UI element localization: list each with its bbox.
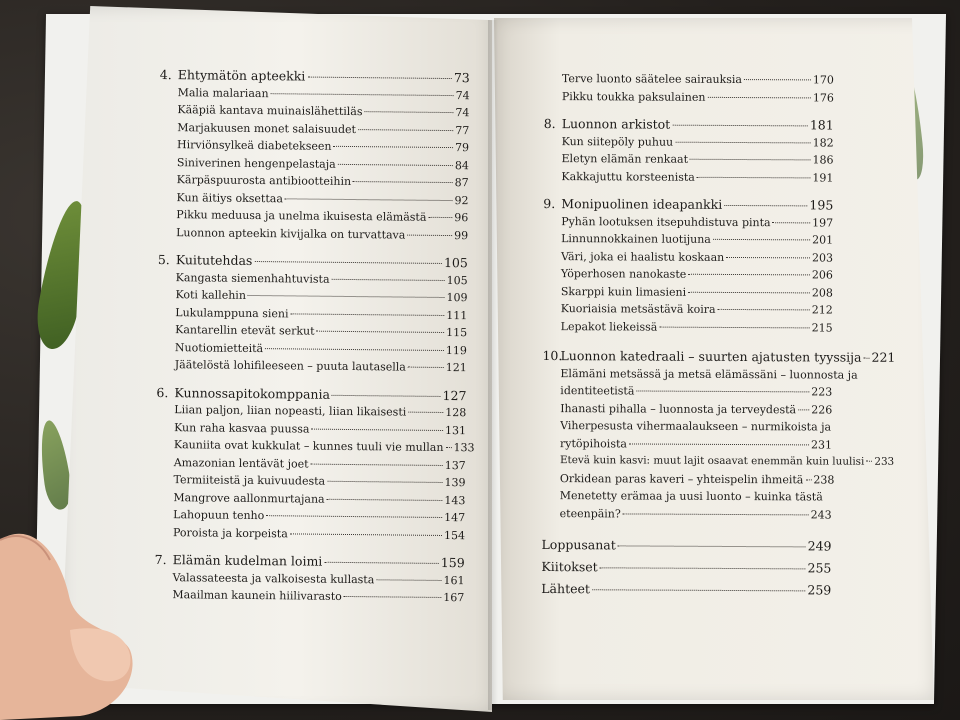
toc-entry: Ihanasti pihalla – luonnosta ja terveydestä 226 (560, 401, 833, 417)
toc-entry: Kakkajuttu korsteenista 191 (561, 169, 834, 185)
toc-entry: Luonnon apteekin kivijalka on turvattava 99 (176, 225, 469, 242)
toc-entry: Maailman kaunein hiilivarasto 167 (172, 588, 465, 605)
toc-entry: Pikku meduusa ja unelma ikuisesta elämästä 96 (176, 208, 469, 225)
toc-entry: Marjakuusen monet salaisuudet 77 (177, 120, 470, 137)
toc-entry: Kun siitepöly puhuu 182 (561, 134, 834, 150)
toc-entry: Terve luonto säätelee sairauksia 170 (561, 72, 834, 87)
chapter-heading: 5. Kuitutehdas 105 (157, 251, 468, 271)
toc-entry: Eletyn elämän renkaat 186 (561, 152, 834, 167)
toc-entry: Poroista ja korpeista 154 (172, 525, 466, 542)
toc-entry: Liian paljon, liian nopeasti, liian likaisesti 128 (174, 403, 467, 420)
toc-entry: Nuotiomietteitä 119 (174, 340, 468, 357)
toc-entry: Siniverinen hengenpelastaja 84 (176, 155, 469, 172)
hand-thumb (0, 480, 140, 720)
back-matter-entry: Lähteet 259 (541, 580, 832, 598)
toc-entry: Viherpesusta vihermaalaukseen – nurmikoista ja (560, 419, 832, 434)
chapter-heading: 9. Monipuolinen ideapankki 195 (543, 195, 834, 213)
book-gutter (488, 20, 498, 710)
toc-entry: rytöpihoista 231 (560, 436, 833, 452)
toc-entry: Väri, joka ei haalistu koskaan 203 (560, 249, 834, 265)
toc-entry: Linnunnokkainen luotijuna 201 (561, 232, 834, 247)
toc-entry: Orkidean paras kaveri – yhteispelin ihmeitä 238 (559, 471, 835, 487)
toc-entry: Elämäni metsässä ja metsä elämässäni – luonnosta ja (560, 366, 858, 382)
toc-entry: identiteetistä 223 (560, 384, 833, 399)
toc-entry: Koti kallehin 109 (175, 288, 468, 305)
toc-entry: Etevä kuin kasvi: muut lajit osaavat enemmän kuin luulisi 233 (559, 454, 895, 468)
toc-entry: Skarppi kuin limasieni 208 (560, 284, 833, 300)
toc-entry: Pyhän lootuksen itsepuhdistuva pinta 197 (561, 214, 834, 230)
toc-left (154, 56, 475, 607)
toc-entry: Lepakot liekeissä 215 (560, 319, 833, 335)
chapter-heading: 8. Luonnon arkistot 181 (543, 115, 834, 133)
toc-entry: Mangrove aallonmurtajana 143 (173, 490, 466, 507)
chapter-heading: 10.Luonnon katedraali – suurten ajatusten tyyssija 221 (542, 347, 896, 365)
toc-entry: Jäätelöstä lohifileeseen – puuta lautasella 121 (174, 358, 467, 375)
chapter-heading: 4. Ehtymätön apteekki 73 (159, 66, 470, 86)
toc-entry: Yöperhosen nanokaste 206 (560, 267, 833, 282)
toc-entry: Kärpäspuurosta antibiootteihin 87 (176, 173, 469, 190)
chapter-heading: 7. Elämän kudelman loimi 159 (154, 551, 465, 571)
toc-entry: Lahopuun tenho 147 (173, 508, 466, 525)
toc-entry: Lukulamppuna sieni 111 (175, 305, 468, 322)
back-matter-entry: Kiitokset 255 (541, 558, 832, 576)
toc-entry: Kuoriaisia metsästävä koira 212 (560, 302, 833, 317)
toc-entry: Valassateesta ja valkoisesta kullasta 161 (172, 570, 465, 587)
toc-right (541, 70, 896, 602)
toc-entry: Kantarellin etevät serkut 115 (175, 323, 468, 340)
toc-entry: Kääpiä kantava muinaislähettiläs 74 (177, 103, 470, 120)
toc-entry: Pikku toukka paksulainen 176 (561, 89, 834, 105)
toc-entry: Hirviönsylkeä diabetekseen 79 (177, 138, 470, 155)
toc-entry: Malia malariaan 74 (177, 85, 470, 102)
toc-entry: Kauniita ovat kukkulat – kunnes tuuli vie mullan 133 (173, 438, 475, 455)
toc-entry: Menetetty erämaa ja uusi luonto – kuinka tästä (559, 489, 823, 504)
toc-entry: Amazonian lentävät joet 137 (173, 455, 466, 472)
toc-entry: Kun raha kasvaa puussa 131 (174, 420, 467, 437)
chapter-heading: 6. Kunnossapitokomppania 127 (156, 384, 467, 403)
toc-entry: Kun äitiys oksettaa 92 (176, 190, 469, 207)
toc-entry: Kangasta siemenhahtuvista 105 (175, 270, 468, 287)
back-matter-entry: Loppusanat 249 (541, 536, 832, 554)
toc-entry: eteenpäin? 243 (559, 506, 832, 522)
toc-entry: Termiiteistä ja kuivuudesta 139 (173, 473, 466, 490)
